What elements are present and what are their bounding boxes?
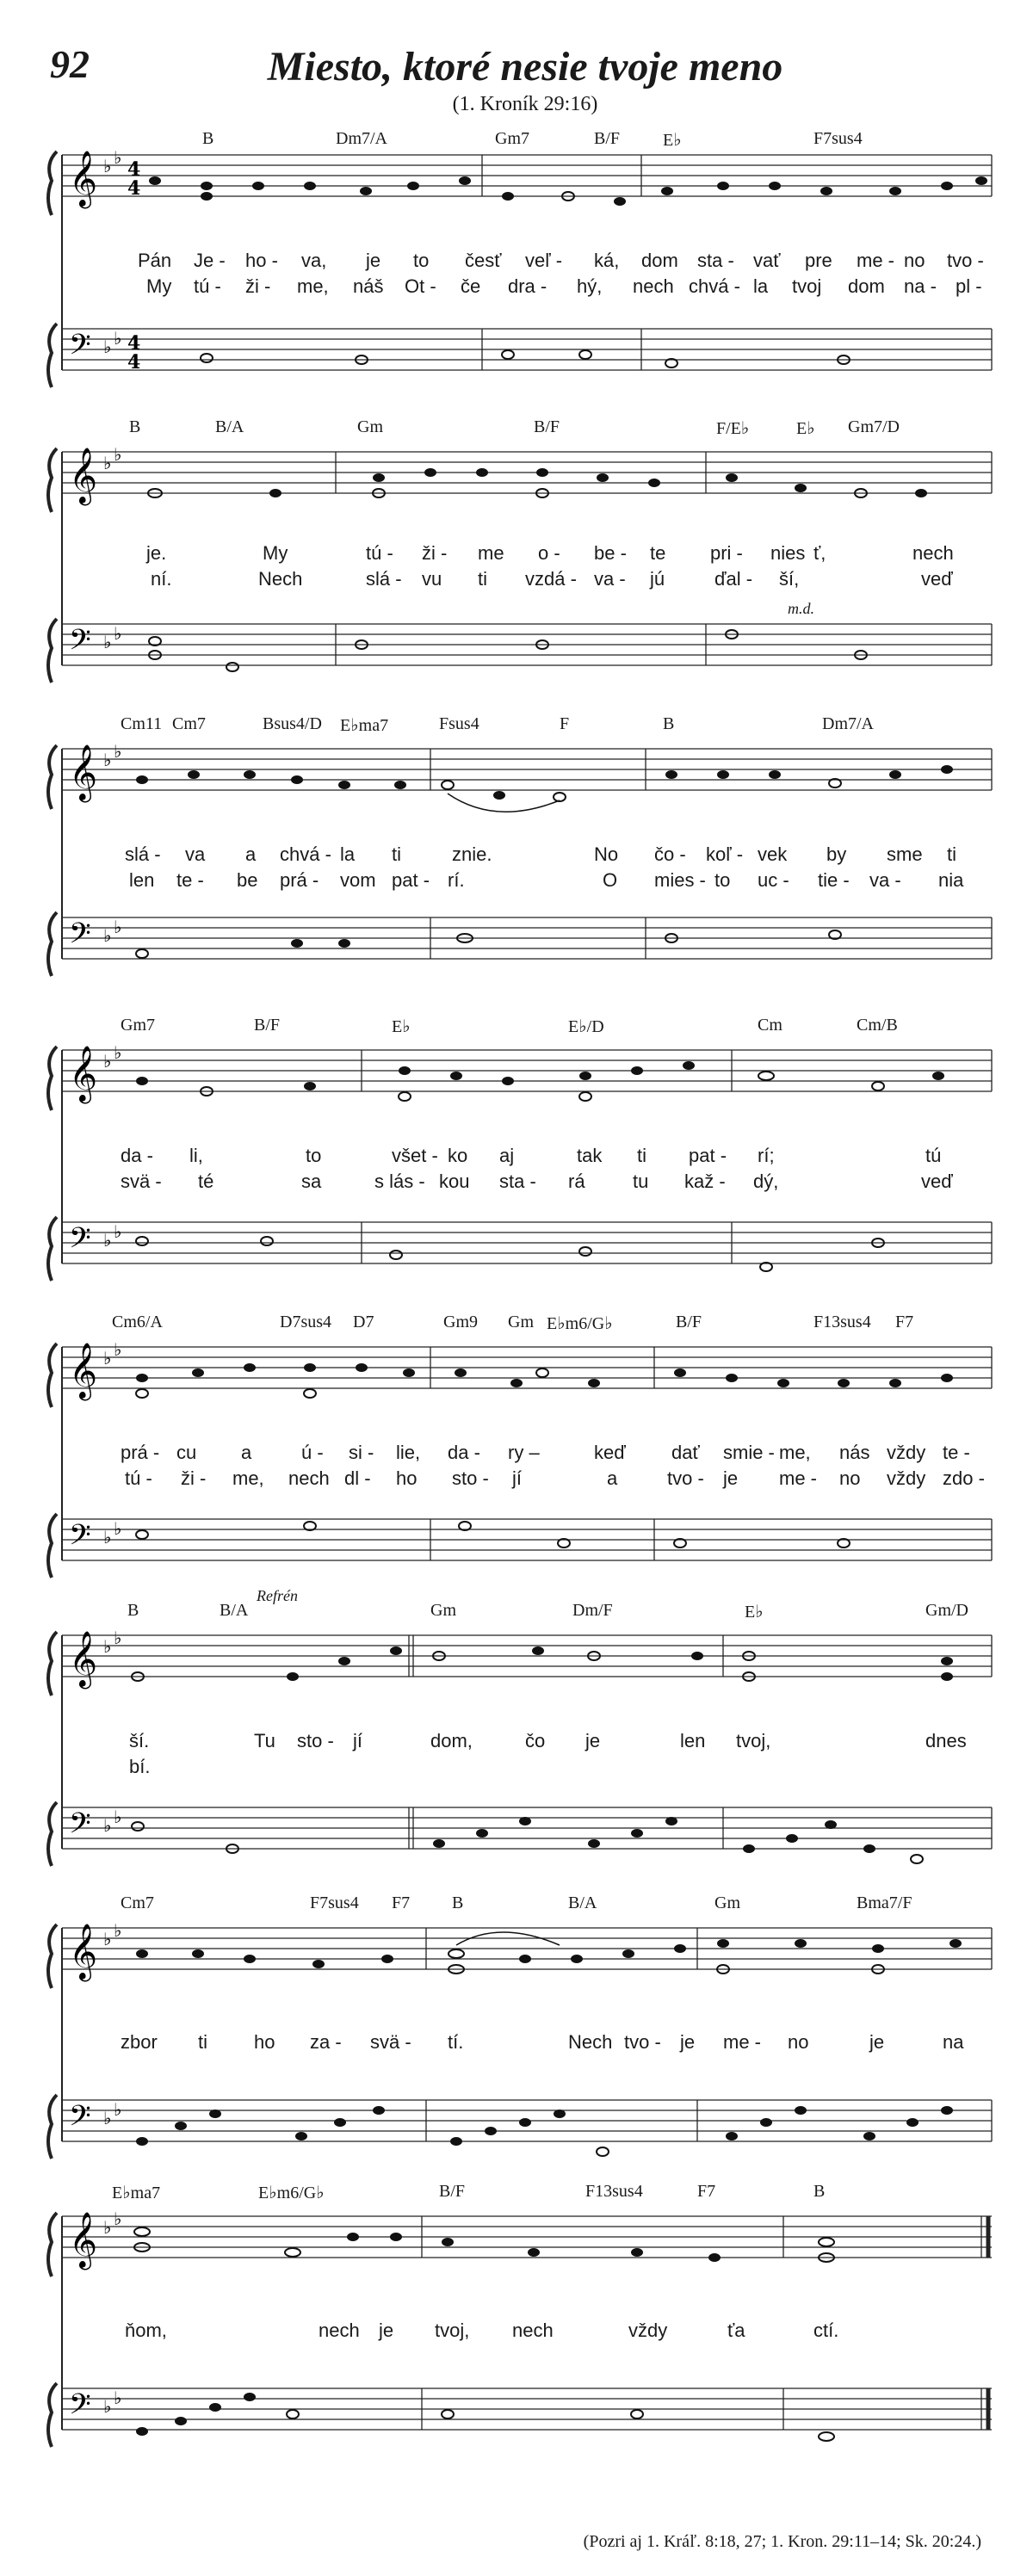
lyric-syllable: ší.: [129, 1730, 150, 1751]
chord-label: B/F: [676, 1313, 702, 1331]
chord-label: Gm: [508, 1313, 534, 1331]
lyric-syllable: sme: [887, 843, 923, 865]
lyric-syllable: veď: [921, 1171, 953, 1192]
chord-label: Dm/F: [572, 1601, 613, 1620]
lyric-syllable: s lás -: [374, 1171, 425, 1192]
lyric-syllable: ho: [254, 2031, 275, 2053]
lyric-syllable: nech: [512, 2320, 554, 2341]
svg-text:𝄢: 𝄢: [69, 624, 91, 664]
chord-label: B: [127, 1601, 139, 1620]
svg-text:♭: ♭: [114, 328, 122, 349]
song-title: Miesto, ktoré nesie tvoje meno: [267, 44, 783, 90]
lyric-syllable: zbor: [121, 2031, 158, 2053]
svg-text:♭: ♭: [114, 1042, 122, 1063]
svg-text:♭: ♭: [103, 2217, 112, 2238]
lyric-syllable: smie -: [723, 1442, 775, 1463]
svg-text:♭: ♭: [103, 1348, 112, 1368]
chord-label: F7: [697, 2182, 716, 2201]
lyric-syllable: vždy: [628, 2320, 668, 2341]
lyric-syllable: a: [245, 843, 257, 865]
lyric-syllable: uc -: [758, 869, 789, 891]
chord-label: Dm7/A: [336, 129, 387, 148]
lyric-syllable: je: [723, 1467, 739, 1489]
lyric-syllable: ctí.: [813, 2320, 839, 2341]
lyric-syllable: lie,: [396, 1442, 421, 1463]
lyric-syllable: My: [146, 275, 172, 297]
lyric-syllable: Ot -: [405, 275, 436, 297]
lyric-syllable: je.: [146, 542, 167, 564]
lyric-syllable: tvoj,: [736, 1730, 771, 1751]
music-system-2: [0, 417, 1033, 693]
svg-text:𝄞: 𝄞: [69, 2212, 98, 2268]
lyric-syllable: li,: [189, 1145, 203, 1166]
chord-label: F13sus4: [585, 2182, 643, 2201]
music-system-8: [0, 2182, 1033, 2466]
lyric-syllable: sta -: [697, 250, 734, 271]
lyric-syllable: cu: [176, 1442, 197, 1463]
svg-text:♭: ♭: [114, 2099, 122, 2120]
chord-label: Dm7/A: [822, 714, 874, 733]
lyric-syllable: jí: [353, 1730, 362, 1751]
svg-text:♭: ♭: [103, 453, 112, 473]
lyric-syllable: čo: [525, 1730, 546, 1751]
chord-label: E♭ma7: [340, 716, 389, 735]
lyric-syllable: jú: [650, 568, 665, 590]
lyric-syllable: no: [904, 250, 925, 271]
lyric-syllable: te -: [176, 869, 204, 891]
lyric-syllable: náš: [353, 275, 384, 297]
lyric-syllable: no: [839, 1467, 861, 1489]
svg-text:𝄢: 𝄢: [69, 329, 91, 368]
lyric-syllable: nás: [839, 1442, 870, 1463]
svg-text:♭: ♭: [103, 1527, 112, 1547]
lyric-syllable: ry –: [508, 1442, 540, 1463]
svg-text:𝄞: 𝄞: [69, 744, 98, 800]
lyric-syllable: sto -: [297, 1730, 334, 1751]
chord-label: Gm: [430, 1601, 456, 1620]
lyric-syllable: me -: [779, 1467, 817, 1489]
lyric-syllable: ti: [947, 843, 956, 865]
chord-label: B/A: [568, 1893, 597, 1912]
chord-label: D7: [353, 1313, 374, 1331]
lyric-syllable: a: [241, 1442, 252, 1463]
svg-text:♭: ♭: [114, 1628, 122, 1648]
lyric-syllable: me: [478, 542, 504, 564]
lyric-syllable: kou: [439, 1171, 470, 1192]
lyric-syllable: ti: [637, 1145, 646, 1166]
lyric-syllable: chvá -: [689, 275, 740, 297]
lyric-syllable: mies -: [654, 869, 706, 891]
lyric-syllable: ti: [198, 2031, 207, 2053]
chord-label: E♭m6/G♭: [258, 2184, 325, 2202]
chord-label: F7: [895, 1313, 914, 1331]
svg-text:♭: ♭: [103, 2396, 112, 2417]
lyric-syllable: ko: [448, 1145, 468, 1166]
chord-label: E♭/D: [568, 1017, 604, 1036]
lyric-syllable: sto -: [452, 1467, 489, 1489]
lyric-syllable: pat -: [392, 869, 430, 891]
lyric-syllable: me,: [232, 1467, 264, 1489]
svg-text:𝄞: 𝄞: [69, 1924, 98, 1980]
svg-text:♭: ♭: [103, 156, 112, 176]
svg-text:𝄞: 𝄞: [69, 1343, 98, 1399]
lyric-syllable: dra -: [508, 275, 547, 297]
lyric-syllable: slá -: [366, 568, 402, 590]
svg-text:♭: ♭: [103, 632, 112, 652]
lyric-syllable: to: [306, 1145, 322, 1166]
expression-mark: m.d.: [788, 600, 814, 617]
lyric-syllable: te -: [943, 1442, 970, 1463]
lyric-syllable: je: [869, 2031, 885, 2053]
lyric-syllable: bí.: [129, 1756, 151, 1777]
lyric-syllable: me -: [857, 250, 894, 271]
svg-text:♭: ♭: [103, 2108, 112, 2128]
scripture-reference: (1. Kroník 29:16): [452, 93, 598, 115]
lyric-syllable: tu: [633, 1171, 649, 1192]
lyric-syllable: vať: [753, 250, 781, 271]
lyric-syllable: dať: [671, 1442, 700, 1463]
svg-text:♭: ♭: [103, 337, 112, 357]
lyric-syllable: Tu: [254, 1730, 275, 1751]
lyric-syllable: rá: [568, 1171, 585, 1192]
lyric-syllable: ho -: [245, 250, 278, 271]
svg-text:𝄢: 𝄢: [69, 1222, 91, 1262]
chord-label: E♭: [745, 1603, 764, 1622]
lyric-syllable: me -: [723, 2031, 761, 2053]
chord-label: F: [560, 714, 570, 733]
svg-text:♭: ♭: [114, 1920, 122, 1941]
chord-label: Cm: [758, 1016, 782, 1035]
lyric-syllable: ť,: [813, 542, 826, 564]
lyric-syllable: va,: [301, 250, 327, 271]
lyric-syllable: pri -: [710, 542, 743, 564]
chord-label: B/F: [439, 2182, 466, 2201]
lyric-syllable: zdo -: [943, 1467, 985, 1489]
chord-label: Cm7: [121, 1893, 154, 1912]
lyric-syllable: tú -: [194, 275, 221, 297]
lyric-syllable: za -: [310, 2031, 342, 2053]
lyric-syllable: nech: [912, 542, 954, 564]
chord-label: B/F: [594, 129, 621, 148]
lyric-syllable: by: [826, 843, 847, 865]
lyric-syllable: je: [585, 1730, 601, 1751]
svg-text:♭: ♭: [114, 1221, 122, 1242]
lyric-syllable: ňom,: [125, 2320, 167, 2341]
svg-text:♭: ♭: [103, 925, 112, 946]
lyric-syllable: tie -: [818, 869, 850, 891]
lyric-syllable: slá -: [125, 843, 161, 865]
staff-graphic: [0, 1016, 1033, 1291]
lyric-syllable: veď: [921, 568, 953, 590]
chord-label: E♭m6/G♭: [547, 1314, 613, 1333]
lyric-syllable: va -: [869, 869, 901, 891]
lyric-syllable: keď: [594, 1442, 626, 1463]
lyric-syllable: va: [185, 843, 206, 865]
lyric-syllable: znie.: [452, 843, 492, 865]
svg-text:4: 4: [127, 351, 141, 374]
lyric-syllable: na -: [904, 275, 937, 297]
lyric-syllable: me,: [779, 1442, 811, 1463]
lyric-syllable: pat -: [689, 1145, 727, 1166]
svg-text:4: 4: [127, 177, 141, 200]
svg-text:♭: ♭: [103, 1815, 112, 1836]
svg-text:𝄞: 𝄞: [69, 1631, 98, 1687]
lyric-syllable: čo -: [654, 843, 686, 865]
svg-text:♭: ♭: [103, 1051, 112, 1072]
lyric-syllable: rí.: [448, 869, 465, 891]
svg-text:𝄢: 𝄢: [69, 1807, 91, 1847]
lyric-syllable: te: [650, 542, 666, 564]
chord-label: Fsus4: [439, 714, 479, 733]
music-system-4: [0, 1016, 1033, 1291]
svg-text:4: 4: [127, 158, 141, 181]
lyric-syllable: tvo -: [667, 1467, 704, 1489]
svg-text:4: 4: [127, 332, 141, 355]
lyric-syllable: dom: [641, 250, 678, 271]
chord-label: Cm11: [121, 714, 163, 733]
lyric-syllable: nech: [288, 1467, 330, 1489]
lyric-syllable: kaž -: [684, 1171, 726, 1192]
lyric-syllable: če: [461, 275, 481, 297]
lyric-syllable: tak: [577, 1145, 603, 1166]
lyric-syllable: tvo -: [624, 2031, 661, 2053]
lyric-syllable: ší,: [779, 568, 800, 590]
lyric-syllable: to: [413, 250, 430, 271]
lyric-syllable: ti: [478, 568, 487, 590]
staff-graphic: [0, 1601, 1033, 1876]
chord-label: B: [202, 129, 214, 148]
lyric-syllable: no: [788, 2031, 809, 2053]
lyric-syllable: vždy: [887, 1467, 926, 1489]
chord-label: Gm: [357, 417, 383, 436]
svg-text:♭: ♭: [114, 2388, 122, 2408]
lyric-syllable: česť: [465, 250, 502, 271]
chord-label: Gm7: [495, 129, 529, 148]
lyric-syllable: té: [198, 1171, 214, 1192]
svg-text:♭: ♭: [114, 623, 122, 644]
chord-label: B: [813, 2182, 826, 2201]
refrain-mark: Refrén: [257, 1587, 298, 1604]
chord-label: Gm7: [121, 1016, 155, 1035]
svg-text:♭: ♭: [103, 750, 112, 770]
chord-label: D7sus4: [280, 1313, 332, 1331]
svg-text:𝄞: 𝄞: [69, 1046, 98, 1102]
lyric-syllable: No: [594, 843, 619, 865]
chord-label: Gm: [714, 1893, 740, 1912]
lyric-syllable: je: [680, 2031, 696, 2053]
music-system-7: [0, 1893, 1033, 2169]
lyric-syllable: veľ -: [525, 250, 563, 271]
lyric-syllable: pre: [805, 250, 832, 271]
svg-text:♭: ♭: [103, 1230, 112, 1251]
lyric-syllable: len: [680, 1730, 706, 1751]
lyric-syllable: všet -: [392, 1145, 438, 1166]
lyric-syllable: tvoj,: [435, 2320, 470, 2341]
chord-label: F/E♭: [716, 419, 750, 438]
lyric-syllable: sa: [301, 1171, 322, 1192]
lyric-syllable: sta -: [499, 1171, 536, 1192]
svg-text:♭: ♭: [114, 444, 122, 465]
lyric-syllable: ho: [396, 1467, 418, 1489]
lyric-syllable: tú -: [366, 542, 393, 564]
chord-label: Gm/D: [925, 1601, 968, 1620]
chord-label: B/A: [220, 1601, 249, 1620]
lyric-syllable: tvo -: [947, 250, 984, 271]
lyric-syllable: My: [263, 542, 288, 564]
lyric-syllable: ťa: [727, 2320, 745, 2341]
lyric-syllable: be: [237, 869, 258, 891]
svg-text:𝄢: 𝄢: [69, 2388, 91, 2428]
lyric-syllable: ú -: [301, 1442, 324, 1463]
lyric-syllable: nech: [319, 2320, 360, 2341]
lyric-syllable: va -: [594, 568, 626, 590]
chord-label: Bsus4/D: [263, 714, 322, 733]
lyric-syllable: vek: [758, 843, 788, 865]
svg-text:♭: ♭: [103, 1929, 112, 1949]
chord-label: Gm9: [443, 1313, 478, 1331]
chord-label: E♭ma7: [112, 2184, 161, 2202]
chord-label: Bma7/F: [857, 1893, 912, 1912]
chord-label: B/F: [254, 1016, 281, 1035]
chord-label: E♭: [392, 1017, 411, 1036]
lyric-syllable: nech: [633, 275, 674, 297]
lyric-syllable: jí: [512, 1467, 522, 1489]
lyric-syllable: prá -: [280, 869, 319, 891]
lyric-syllable: da -: [448, 1442, 480, 1463]
lyric-syllable: Nech: [568, 2031, 613, 2053]
lyric-syllable: vom: [340, 869, 376, 891]
lyric-syllable: to: [714, 869, 731, 891]
lyric-syllable: pl -: [956, 275, 982, 297]
svg-text:𝄞: 𝄞: [69, 448, 98, 503]
lyric-syllable: a: [607, 1467, 618, 1489]
lyric-syllable: nia: [938, 869, 964, 891]
lyric-syllable: prá -: [121, 1442, 160, 1463]
svg-text:𝄞: 𝄞: [69, 151, 98, 207]
lyric-syllable: hý,: [577, 275, 603, 297]
lyric-syllable: ní.: [151, 568, 172, 590]
lyric-syllable: si -: [349, 1442, 374, 1463]
chord-label: B/A: [215, 417, 244, 436]
lyric-syllable: tvoj: [792, 275, 822, 297]
lyric-syllable: ži -: [181, 1467, 207, 1489]
chord-label: Cm6/A: [112, 1313, 163, 1331]
lyric-syllable: je: [366, 250, 381, 271]
lyric-syllable: svä -: [370, 2031, 411, 2053]
lyric-syllable: Nech: [258, 568, 303, 590]
chord-label: F7: [392, 1893, 411, 1912]
music-system-6: [0, 1587, 1033, 1876]
music-system-3: [0, 714, 1033, 990]
lyric-syllable: me,: [297, 275, 329, 297]
page-number: 92: [50, 42, 90, 86]
chord-label: E♭: [663, 131, 682, 150]
chord-label: B/F: [534, 417, 560, 436]
lyric-syllable: tú -: [125, 1467, 152, 1489]
lyric-syllable: Pán: [138, 250, 172, 271]
lyric-syllable: da -: [121, 1145, 153, 1166]
svg-text:𝄢: 𝄢: [69, 917, 91, 957]
svg-text:♭: ♭: [114, 1518, 122, 1539]
chord-label: Cm7: [172, 714, 206, 733]
footer-references: (Pozri aj 1. Kráľ. 8:18, 27; 1. Kron. 29:11–14; Sk. 20:24.): [583, 2532, 981, 2551]
lyric-syllable: tú: [925, 1145, 942, 1166]
lyric-syllable: na: [943, 2031, 964, 2053]
chord-label: F13sus4: [813, 1313, 871, 1331]
lyric-syllable: dom,: [430, 1730, 473, 1751]
lyric-syllable: dý,: [753, 1171, 779, 1192]
lyric-syllable: dnes: [925, 1730, 967, 1751]
lyric-syllable: ďal -: [714, 568, 753, 590]
music-system-5: [0, 1313, 1033, 1588]
lyric-syllable: koľ -: [706, 843, 744, 865]
chord-label: F7sus4: [813, 129, 863, 148]
lyric-syllable: svä -: [121, 1171, 162, 1192]
chord-label: B: [129, 417, 141, 436]
svg-text:𝄢: 𝄢: [69, 1519, 91, 1559]
chord-label: F7sus4: [310, 1893, 359, 1912]
lyric-syllable: la: [340, 843, 356, 865]
lyric-syllable: vu: [422, 568, 442, 590]
lyric-syllable: je: [379, 2320, 394, 2341]
lyric-syllable: ži -: [245, 275, 271, 297]
chord-label: B: [452, 1893, 464, 1912]
lyric-syllable: chvá -: [280, 843, 331, 865]
svg-text:♭: ♭: [114, 1807, 122, 1827]
lyric-syllable: ži -: [422, 542, 448, 564]
lyric-syllable: nies: [770, 542, 806, 564]
lyric-syllable: O: [603, 869, 618, 891]
lyric-syllable: Je -: [194, 250, 226, 271]
chord-label: Gm7/D: [848, 417, 900, 436]
svg-text:𝄢: 𝄢: [69, 2100, 91, 2140]
lyric-syllable: len: [129, 869, 155, 891]
lyric-syllable: la: [753, 275, 769, 297]
lyric-syllable: vždy: [887, 1442, 926, 1463]
lyric-syllable: tí.: [448, 2031, 464, 2053]
lyric-syllable: ti: [392, 843, 401, 865]
lyric-syllable: rí;: [758, 1145, 775, 1166]
svg-text:♭: ♭: [114, 1339, 122, 1360]
lyric-syllable: o -: [538, 542, 560, 564]
svg-text:♭: ♭: [103, 1636, 112, 1657]
svg-text:♭: ♭: [114, 147, 122, 168]
lyric-syllable: aj: [499, 1145, 515, 1166]
lyric-syllable: ká,: [594, 250, 620, 271]
chord-label: B: [663, 714, 675, 733]
svg-text:♭: ♭: [114, 2208, 122, 2229]
lyric-syllable: dl -: [344, 1467, 371, 1489]
chord-label: E♭: [796, 419, 815, 438]
lyric-syllable: be -: [594, 542, 627, 564]
music-system-1: [0, 129, 1033, 413]
svg-text:♭: ♭: [114, 741, 122, 762]
lyric-syllable: vzdá -: [525, 568, 577, 590]
svg-text:♭: ♭: [114, 917, 122, 937]
chord-label: Cm/B: [857, 1016, 898, 1035]
lyric-syllable: dom: [848, 275, 885, 297]
